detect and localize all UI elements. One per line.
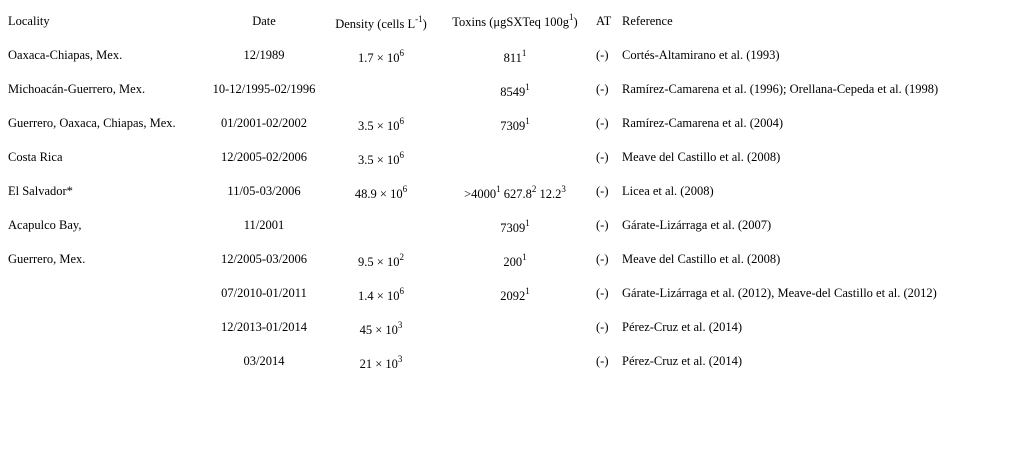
cell-at: (-): [596, 218, 609, 232]
cell-at: (-): [596, 116, 609, 130]
header-toxins: [440, 11, 590, 30]
cell-at: (-): [596, 184, 609, 198]
cell-date: 11/2001: [243, 218, 285, 232]
cell-date: 12/1989: [243, 48, 285, 62]
toxins-superscript: 3: [561, 183, 566, 194]
density-part: 48.9 × 10: [354, 187, 403, 201]
cell-toxins: [440, 47, 590, 66]
density-part: 3.5 × 10: [358, 119, 400, 133]
density-superscript: 6: [402, 183, 408, 194]
cell-density: [324, 285, 438, 304]
cell-density: [324, 47, 438, 66]
cell-at: (-): [596, 286, 609, 300]
toxins-part: 200: [503, 255, 523, 269]
header-density-end: ): [422, 17, 427, 31]
density-superscript: 6: [399, 115, 404, 126]
density-superscript: 6: [399, 285, 404, 296]
density-part: 1.7 × 10: [358, 51, 400, 65]
toxins-part: 8549: [500, 85, 526, 99]
cell-locality: Costa Rica: [8, 150, 63, 164]
header-density: [324, 13, 438, 32]
cell-locality: Oaxaca-Chiapas, Mex.: [8, 48, 123, 62]
header-locality: Locality: [8, 14, 50, 28]
toxins-superscript: 1: [525, 285, 530, 296]
cell-date: 11/05-03/2006: [227, 184, 301, 198]
density-superscript: 3: [397, 319, 403, 330]
header-reference: Reference: [622, 14, 673, 28]
density-part: 1.4 × 10: [358, 289, 400, 303]
cell-reference: Meave del Castillo et al. (2008): [622, 150, 781, 164]
cell-density: [324, 353, 438, 372]
toxins-superscript: 1: [525, 217, 530, 228]
density-superscript: 6: [399, 47, 404, 58]
cell-date: 07/2010-01/2011: [221, 286, 307, 300]
density-superscript: 6: [399, 149, 404, 160]
header-toxins-sup: 1: [569, 11, 574, 22]
cell-at: (-): [596, 150, 609, 164]
toxins-part: 811: [503, 51, 522, 65]
cell-reference: Ramírez-Camarena et al. (1996); Orellana-Cepeda et al. (1998): [622, 82, 939, 96]
cell-toxins: [440, 251, 590, 270]
cell-toxins: [440, 183, 590, 202]
cell-locality: Guerrero, Mex.: [8, 252, 86, 266]
toxins-superscript: 2: [531, 183, 537, 194]
toxins-part: >4000: [464, 187, 497, 201]
cell-reference: Cortés-Altamirano et al. (1993): [622, 48, 780, 62]
cell-density: [324, 251, 438, 270]
cell-locality: El Salvador*: [8, 184, 73, 198]
cell-reference: Gárate-Lizárraga et al. (2012), Meave-del Castillo et al. (2012): [622, 286, 937, 300]
toxins-part: 627.8: [500, 187, 532, 201]
cell-at: (-): [596, 82, 609, 96]
header-date: Date: [252, 14, 276, 28]
toxins-superscript: 1: [525, 115, 530, 126]
cell-date: 12/2005-03/2006: [220, 252, 308, 266]
density-part: 9.5 × 10: [358, 255, 400, 269]
toxins-part: 2092: [500, 289, 526, 303]
cell-reference: Licea et al. (2008): [622, 184, 714, 198]
cell-locality: Acapulco Bay,: [8, 218, 82, 232]
cell-reference: Gárate-Lizárraga et al. (2007): [622, 218, 772, 232]
cell-at: (-): [596, 48, 609, 62]
cell-toxins: [440, 285, 590, 304]
header-density-text: Density (cells L: [335, 17, 416, 31]
cell-at: (-): [596, 252, 609, 266]
density-part: 45 × 10: [359, 323, 398, 337]
density-part: 3.5 × 10: [358, 153, 400, 167]
cell-locality: Guerrero, Oaxaca, Chiapas, Mex.: [8, 116, 176, 130]
cell-density: [324, 319, 438, 338]
density-part: 21 × 10: [359, 357, 398, 371]
toxins-superscript: 1: [521, 47, 527, 58]
cell-at: (-): [596, 354, 609, 368]
cell-reference: Meave del Castillo et al. (2008): [622, 252, 781, 266]
cell-density: [324, 183, 438, 202]
toxins-part: 7309: [500, 119, 526, 133]
toxins-superscript: 1: [522, 251, 527, 262]
toxins-part: 12.2: [536, 187, 562, 201]
cell-reference: Pérez-Cruz et al. (2014): [622, 354, 743, 368]
header-at: AT: [596, 14, 612, 28]
cell-date: 01/2001-02/2002: [220, 116, 308, 130]
toxins-superscript: 1: [525, 81, 530, 92]
cell-toxins: [440, 217, 590, 236]
cell-density: [324, 115, 438, 134]
header-toxins-text: Toxins (μgSXTeq 100g: [452, 15, 570, 29]
cell-reference: Ramírez-Camarena et al. (2004): [622, 116, 784, 130]
toxins-superscript: 1: [496, 183, 501, 194]
cell-locality: Michoacán-Guerrero, Mex.: [8, 82, 146, 96]
header-toxins-end: ): [573, 15, 578, 29]
density-superscript: 3: [397, 353, 403, 364]
header-density-sup: -1: [415, 13, 423, 24]
cell-density: [324, 149, 438, 168]
toxins-part: 7309: [500, 221, 526, 235]
cell-at: (-): [596, 320, 609, 334]
cell-date: 12/2013-01/2014: [220, 320, 308, 334]
density-superscript: 2: [399, 251, 404, 262]
cell-date: 12/2005-02/2006: [220, 150, 308, 164]
cell-reference: Pérez-Cruz et al. (2014): [622, 320, 743, 334]
cell-toxins: [440, 81, 590, 100]
cell-toxins: [440, 115, 590, 134]
cell-date: 03/2014: [243, 354, 285, 368]
cell-date: 10-12/1995-02/1996: [212, 82, 316, 96]
